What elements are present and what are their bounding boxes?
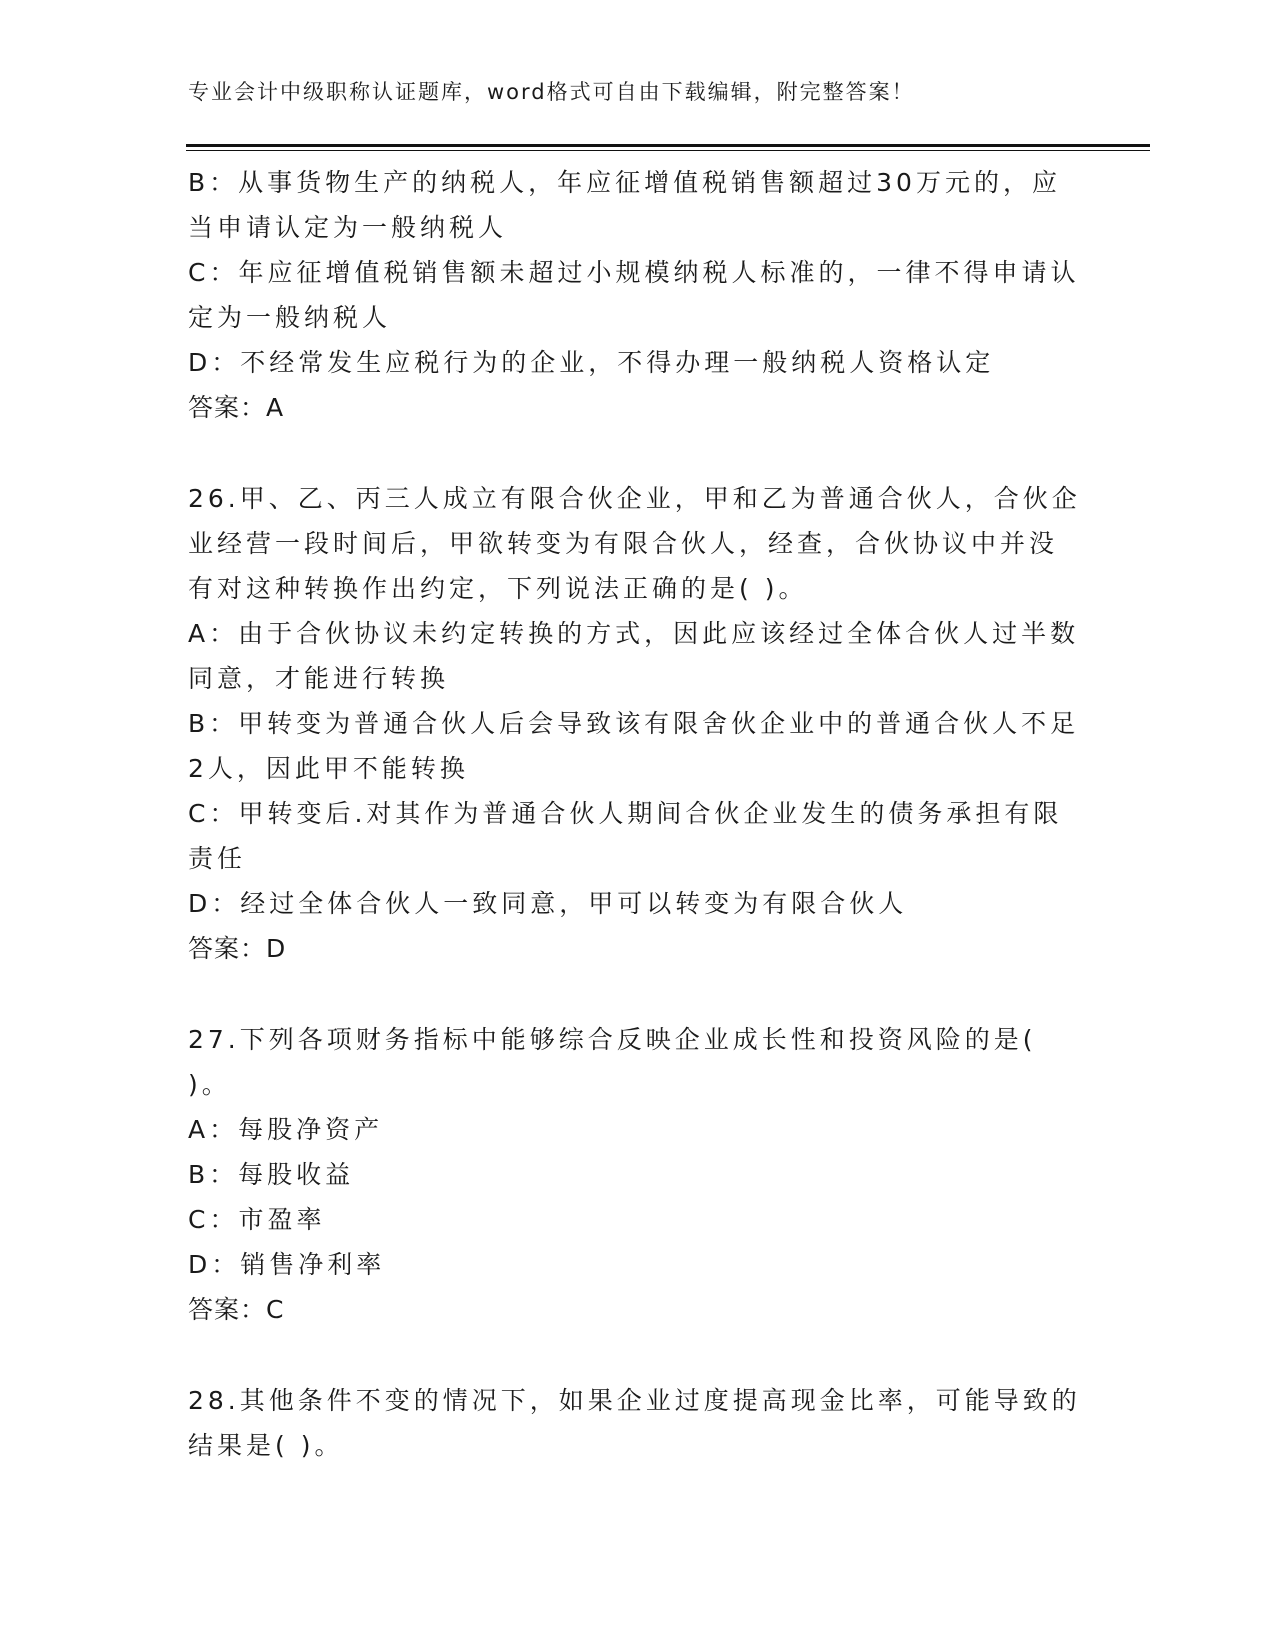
page-header: 专业会计中级职称认证题库，word格式可自由下载编辑，附完整答案！ [188, 80, 915, 104]
question-text-line: 28.其他条件不变的情况下，如果企业过度提高现金比率，可能导致的 [188, 1386, 1081, 1415]
option-line: 同意，才能进行转换 [188, 664, 450, 693]
option-line: 定为一般纳税人 [188, 303, 392, 332]
option-line: A：由于合伙协议未约定转换的方式，因此应该经过全体合伙人过半数 [188, 619, 1080, 648]
option-line: 2人，因此甲不能转换 [188, 754, 469, 783]
question-text-line: )。 [188, 1070, 231, 1099]
question-block-28 [188, 1378, 1081, 1468]
question-text-line: 26.甲、乙、丙三人成立有限合伙企业，甲和乙为普通合伙人，合伙企 [188, 484, 1081, 513]
option-line: B：甲转变为普通合伙人后会导致该有限舍伙企业中的普通合伙人不足 [188, 709, 1080, 738]
answer-line: 答案：C [188, 1295, 285, 1324]
header-divider-thin [186, 150, 1150, 151]
option-line: C：甲转变后.对其作为普通合伙人期间合伙企业发生的债务承担有限 [188, 799, 1063, 828]
question-block-26 [188, 476, 1081, 971]
option-line: 当申请认定为一般纳税人 [188, 213, 508, 242]
option-line: 责任 [188, 844, 247, 873]
option-line: D：经过全体合伙人一致同意，甲可以转变为有限合伙人 [188, 889, 908, 918]
option-line: C：市盈率 [188, 1205, 326, 1234]
option-line: B：每股收益 [188, 1160, 355, 1189]
option-line: D：不经常发生应税行为的企业，不得办理一般纳税人资格认定 [188, 348, 995, 377]
option-line: C：年应征增值税销售额未超过小规模纳税人标准的，一律不得申请认 [188, 258, 1080, 287]
question-content [188, 160, 1081, 1468]
block-spacer [188, 430, 1078, 476]
option-line: A：每股净资产 [188, 1115, 384, 1144]
header-divider-thick [186, 144, 1150, 147]
question-block-25 [188, 160, 1078, 430]
answer-line: 答案：D [188, 934, 287, 963]
question-text-line: 结果是( )。 [188, 1431, 344, 1460]
question-block-27 [188, 1017, 1078, 1332]
question-text-line: 业经营一段时间后，甲欲转变为有限合伙人，经查，合伙协议中并没 [188, 529, 1059, 558]
answer-line: 答案：A [188, 393, 285, 422]
block-spacer [188, 971, 1078, 1017]
option-line: B：从事货物生产的纳税人，年应征增值税销售额超过30万元的，应 [188, 168, 1061, 197]
question-text-line: 有对这种转换作出约定，下列说法正确的是( )。 [188, 574, 808, 603]
question-text-line: 27.下列各项财务指标中能够综合反映企业成长性和投资风险的是( [188, 1025, 1037, 1054]
block-spacer [188, 1332, 1078, 1378]
option-line: D：销售净利率 [188, 1250, 386, 1279]
